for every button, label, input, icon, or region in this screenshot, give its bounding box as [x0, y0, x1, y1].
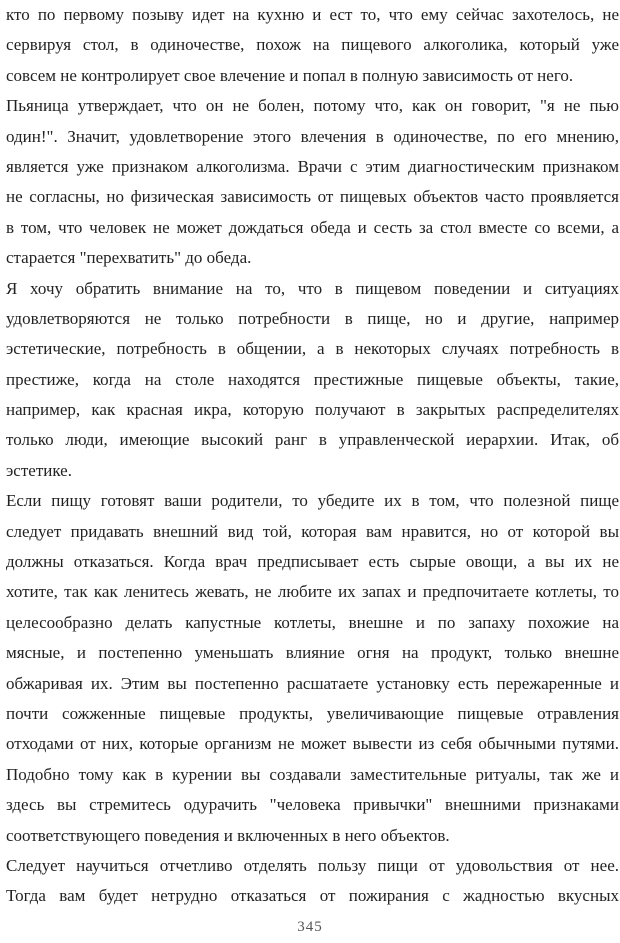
text-line: старается "перехватить" до обеда.: [6, 248, 252, 268]
text-line: хотите, так как ленитесь жевать, не любите их запах и предпочитаете котлеты, то: [6, 582, 619, 602]
text-line: эстетические, потребность в общении, а в некоторых случаях потребность в: [6, 339, 619, 359]
text-line: эстетике.: [6, 460, 72, 480]
text-line: должны отказаться. Когда врач предписывает есть сырые овощи, а вы их не: [6, 552, 619, 572]
text-line: здесь вы стремитесь одурачить "человека привычки" внешними признаками: [6, 795, 619, 815]
page-number: 345: [297, 919, 323, 935]
text-line: соответствующего поведения и включенных в него объектов.: [6, 825, 450, 845]
text-line: кто по первому позыву идет на кухню и ест то, что ему сейчас захотелось, не: [6, 5, 619, 24]
page-text: [6, 0, 619, 912]
text-line: целесообразно делать капустные котлеты, внешне и по запаху похожие на: [6, 612, 619, 632]
text-line: только люди, имеющие высокий ранг в управленческой иерархии. Итак, об: [6, 430, 619, 450]
text-line: Следует научиться отчетливо отделять пользу пищи от удовольствия от нее.: [6, 855, 619, 875]
text-line: обжаривая их. Этим вы постепенно расшатаете установку есть пережаренные и: [6, 673, 619, 693]
text-line: Подобно тому как в курении вы создавали заместительные ритуалы, так же и: [6, 764, 619, 784]
text-line: следует придавать внешний вид той, которая вам нравится, но от которой вы: [6, 521, 619, 541]
text-line: мясные, и постепенно уменьшать влияние огня на продукт, только внешне: [6, 643, 619, 663]
text-line: удовлетворяются не только потребности в пище, но и другие, например: [6, 308, 619, 328]
text-line: сервируя стол, в одиночестве, похож на пищевого алкоголика, который уже: [6, 35, 619, 55]
text-line: почти сожженные пищевые продукты, увеличивающие пищевые отравления: [6, 703, 619, 723]
text-line: совсем не контролирует свое влечение и попал в полную зависимость от него.: [6, 65, 574, 85]
text-line: например, как красная икра, которую получают в закрытых распределителях: [6, 400, 619, 420]
text-line: не согласны, но физическая зависимость от пищевых объектов часто проявляется: [6, 187, 619, 207]
text-line: Тогда вам будет нетрудно отказаться от пожирания с жадностью вкусных: [6, 886, 619, 906]
text-line: отходами от них, которые организм не может вывести из себя обычными путями.: [6, 734, 619, 754]
text-line: Я хочу обратить внимание на то, что в пищевом поведении и ситуациях: [6, 278, 619, 298]
text-line: Пьяница утверждает, что он не болен, потому что, как он говорит, "я не пью: [6, 96, 619, 116]
text-line: в том, что человек не может дождаться обеда и сесть за стол вместе со всеми, а: [6, 217, 619, 237]
text-line: является уже признаком алкоголизма. Врачи с этим диагностическим признаком: [6, 156, 619, 176]
text-line: один!". Значит, удовлетворение этого влечения в одиночестве, по его мнению,: [6, 126, 619, 146]
text-line: Если пищу готовят ваши родители, то убедите их в том, что полезной пище: [6, 491, 619, 511]
text-line: престиже, когда на столе находятся престижные пищевые объекты, такие,: [6, 369, 619, 389]
